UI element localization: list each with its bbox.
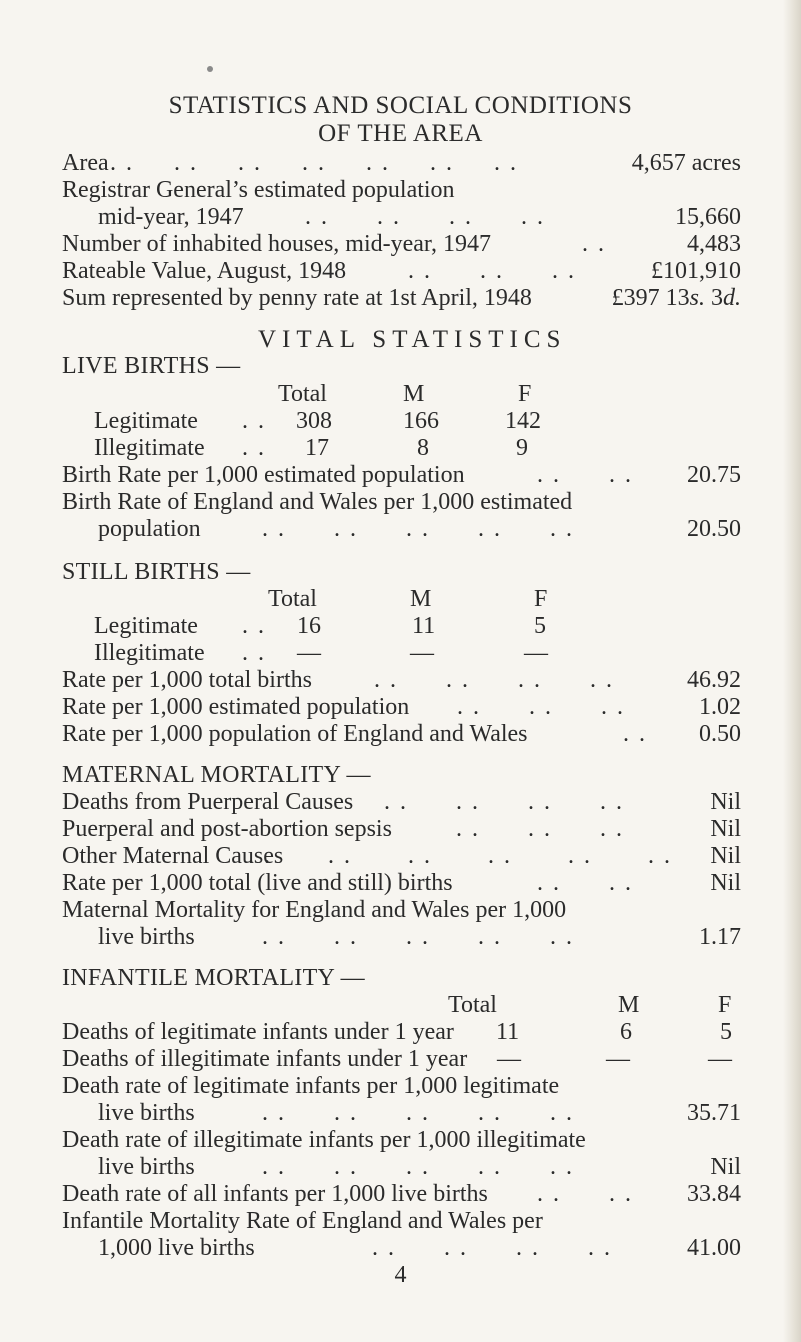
penny-label: Sum represented by penny rate at 1st April, 1948 <box>62 285 532 311</box>
leader-dots: . . . . . . . . <box>305 204 545 230</box>
leader-dots: . . <box>623 721 647 747</box>
still-births-illegit-m: — <box>410 640 434 666</box>
still-rate-pop-value: 1.02 <box>699 694 741 720</box>
leader-dots: . . . . . . . . . . <box>262 516 574 542</box>
houses-value: 4,483 <box>687 231 741 257</box>
infantile-legit-rate-label-1: Death rate of legitimate infants per 1,000 legitimate <box>62 1073 560 1099</box>
rateable-label: Rateable Value, August, 1948 <box>62 258 347 284</box>
infantile-header-total: Total <box>448 992 497 1018</box>
maternal-rate-label: Rate per 1,000 total (live and still) births <box>62 870 453 896</box>
area-label: Area <box>62 150 109 176</box>
still-rate-pop-label: Rate per 1,000 estimated population <box>62 694 410 720</box>
rateable-value: £101,910 <box>651 258 741 284</box>
infantile-title: INFANTILE MORTALITY — <box>62 965 365 991</box>
still-births-illegit-total: — <box>297 640 321 666</box>
live-births-header-total: Total <box>278 381 327 407</box>
leader-dots: . . . . . . <box>457 694 625 720</box>
infantile-ew-label-1: Infantile Mortality Rate of England and Wales per <box>62 1208 543 1234</box>
ew-birth-rate-value: 20.50 <box>687 516 741 542</box>
still-rate-total-label: Rate per 1,000 total births <box>62 667 312 693</box>
leader-dots: . . <box>242 613 266 639</box>
leader-dots: . . <box>582 231 606 257</box>
leader-dots: . . <box>242 408 266 434</box>
live-births-legit-total: 308 <box>296 408 332 434</box>
infantile-illegit-label: Deaths of illegitimate infants under 1 year <box>62 1046 468 1072</box>
birth-rate-value: 20.75 <box>687 462 741 488</box>
maternal-other-value: Nil <box>710 843 741 869</box>
infantile-legit-f: 5 <box>720 1019 732 1045</box>
penny-value <box>612 286 741 310</box>
page-edge-shadow <box>783 0 801 1342</box>
maternal-ew-label-2: live births <box>98 924 195 950</box>
title-line-1: STATISTICS AND SOCIAL CONDITIONS <box>168 92 633 119</box>
leader-dots: . . . . . . . . . . <box>262 1100 574 1126</box>
leader-dots: . . . . . . . . <box>374 667 614 693</box>
vital-statistics-title: VITAL STATISTICS <box>258 326 567 353</box>
infantile-illegit-rate-label-1: Death rate of illegitimate infants per 1,000 illegitimate <box>62 1127 586 1153</box>
live-births-header-f: F <box>518 381 532 407</box>
still-births-title: STILL BIRTHS — <box>62 559 251 585</box>
still-births-illegit-f: — <box>524 640 548 666</box>
live-births-legit-label: Legitimate <box>94 408 198 434</box>
leader-dots: . . . . . . . . <box>372 1235 612 1261</box>
maternal-rate-value: Nil <box>710 870 741 896</box>
population-label-2: mid-year, 1947 <box>98 204 244 230</box>
population-value: 15,660 <box>675 204 741 230</box>
maternal-title: MATERNAL MORTALITY — <box>62 762 371 788</box>
infantile-ew-value: 41.00 <box>687 1235 741 1261</box>
maternal-ew-value: 1.17 <box>699 924 741 950</box>
leader-dots: . . . . <box>537 1181 633 1207</box>
leader-dots: . . <box>242 640 266 666</box>
penny-pence: 3 <box>711 285 723 311</box>
maternal-ew-label-1: Maternal Mortality for England and Wales per 1,000 <box>62 897 567 923</box>
live-births-header-m: M <box>403 381 425 407</box>
penny-pence-unit: d. <box>723 285 741 311</box>
infantile-all-rate-label: Death rate of all infants per 1,000 live births <box>62 1181 488 1207</box>
infantile-legit-m: 6 <box>620 1019 632 1045</box>
penny-pounds: £397 <box>611 285 660 311</box>
ink-dot <box>207 66 213 72</box>
area-value: 4,657 acres <box>631 150 741 176</box>
leader-dots: . . . . . . <box>408 258 576 284</box>
live-births-illegit-f: 9 <box>516 435 528 461</box>
infantile-legit-total: 11 <box>496 1019 520 1045</box>
still-births-legit-f: 5 <box>534 613 546 639</box>
still-births-illegit-label: Illegitimate <box>94 640 205 666</box>
ew-birth-rate-label-2: population <box>98 516 201 542</box>
maternal-other-label: Other Maternal Causes <box>62 843 284 869</box>
maternal-puerperal-value: Nil <box>710 789 741 815</box>
leader-dots: . . . . . . . . . . <box>262 924 574 950</box>
still-births-legit-total: 16 <box>297 613 321 639</box>
infantile-ew-label-2: 1,000 live births <box>98 1235 255 1261</box>
infantile-illegit-total: — <box>497 1046 521 1072</box>
maternal-sepsis-value: Nil <box>710 816 741 842</box>
leader-dots: . . . . . . . . <box>384 789 624 815</box>
infantile-illegit-rate-label-2: live births <box>98 1154 195 1180</box>
infantile-legit-rate-value: 35.71 <box>687 1100 741 1126</box>
leader-dots: . . . . . . . . . . . . <box>248 843 672 869</box>
infantile-header-f: F <box>718 992 732 1018</box>
infantile-illegit-m: — <box>606 1046 630 1072</box>
leader-dots: . . . . <box>537 462 633 488</box>
title-line-2: OF THE AREA <box>318 120 483 147</box>
live-births-illegit-label: Illegitimate <box>94 435 205 461</box>
maternal-sepsis-label: Puerperal and post-abortion sepsis <box>62 816 392 842</box>
infantile-legit-label: Deaths of legitimate infants under 1 year <box>62 1019 454 1045</box>
infantile-legit-rate-label-2: live births <box>98 1100 195 1126</box>
still-births-header-m: M <box>410 586 432 612</box>
leader-dots: . . . . . . <box>456 816 624 842</box>
still-rate-ew-label: Rate per 1,000 population of England and Wales <box>62 721 528 747</box>
still-births-header-f: F <box>534 586 548 612</box>
live-births-legit-m: 166 <box>403 408 439 434</box>
leader-dots: . . <box>242 435 266 461</box>
infantile-header-m: M <box>618 992 640 1018</box>
infantile-illegit-f: — <box>708 1046 732 1072</box>
still-births-legit-label: Legitimate <box>94 613 198 639</box>
birth-rate-label: Birth Rate per 1,000 estimated population <box>62 462 465 488</box>
population-label-1: Registrar General’s estimated population <box>62 177 455 203</box>
penny-shillings-unit: s. <box>689 285 705 311</box>
leader-dots: . . . . . . . . . . . . . . <box>110 150 518 176</box>
page-number: 4 <box>394 1262 407 1288</box>
still-births-header-total: Total <box>268 586 317 612</box>
penny-shillings: 13 <box>665 285 690 311</box>
still-births-legit-m: 11 <box>412 613 436 639</box>
leader-dots: . . . . <box>537 870 633 896</box>
live-births-illegit-total: 17 <box>305 435 329 461</box>
maternal-puerperal-label: Deaths from Puerperal Causes <box>62 789 354 815</box>
still-rate-total-value: 46.92 <box>687 667 741 693</box>
infantile-illegit-rate-value: Nil <box>710 1154 741 1180</box>
live-births-title: LIVE BIRTHS — <box>62 353 241 379</box>
live-births-illegit-m: 8 <box>417 435 429 461</box>
infantile-all-rate-value: 33.84 <box>687 1181 741 1207</box>
houses-label: Number of inhabited houses, mid-year, 1947 <box>62 231 491 257</box>
leader-dots: . . . . . . . . . . <box>262 1154 574 1180</box>
ew-birth-rate-label-1: Birth Rate of England and Wales per 1,000 estimated <box>62 489 573 515</box>
live-births-legit-f: 142 <box>505 408 541 434</box>
still-rate-ew-value: 0.50 <box>699 721 741 747</box>
